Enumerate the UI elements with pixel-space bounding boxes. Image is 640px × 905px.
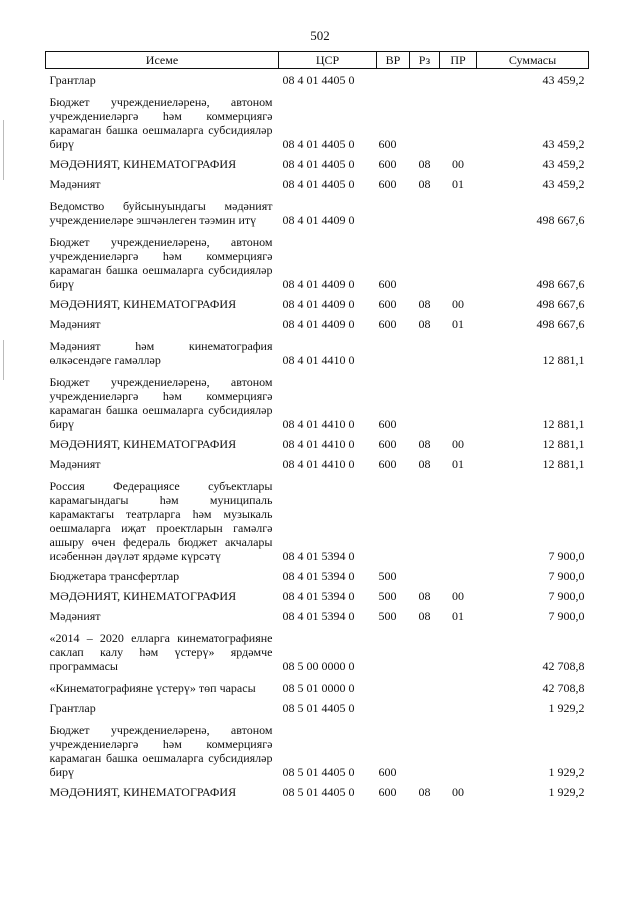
cell-sum: 498 667,6	[536, 277, 585, 291]
cell-vr	[377, 69, 410, 90]
cell-rz	[410, 369, 440, 433]
cell-pr: 00	[452, 437, 464, 451]
cell-csr: 08 4 01 4405 0	[282, 157, 355, 171]
cell-rz	[410, 473, 440, 565]
budget-table	[45, 51, 589, 801]
cell-name: Россия Федерациясе субъектлары карамагындагы һәм муниципаль карамактагы театрларга һәм музыкаль оешмаларга иҗат проектларын гамәлгә ашыру өчен федераль бюджет акчалары исәбеннән дәүләт ярдәме күрсәтү	[49, 479, 273, 563]
cell-sum: 7 900,0	[548, 589, 585, 603]
table-row	[46, 193, 589, 229]
header-pr: ПР	[440, 52, 477, 69]
cell-pr	[440, 625, 477, 675]
cell-name: Грантлар	[49, 701, 96, 715]
header-vr: ВР	[377, 52, 410, 69]
cell-sum: 498 667,6	[536, 297, 585, 311]
cell-sum: 7 900,0	[548, 609, 585, 623]
cell-name: Бюджет учреждениеләренә, автоном учреждениеләргә һәм коммерциягә карамаган башка оешмаларга субсидияләр бирү	[49, 723, 273, 779]
cell-csr: 08 4 01 4410 0	[282, 417, 355, 431]
cell-vr: 600	[378, 317, 397, 331]
cell-rz: 08	[418, 297, 431, 311]
cell-name: МӘДӘНИЯТ, КИНЕМАТОГРАФИЯ	[49, 297, 237, 311]
cell-name: Мәдәният	[49, 609, 101, 623]
cell-pr	[440, 69, 477, 90]
cell-pr	[440, 89, 477, 153]
table-row	[46, 153, 589, 173]
table-row	[46, 605, 589, 625]
table-row	[46, 585, 589, 605]
cell-rz	[410, 89, 440, 153]
cell-vr: 600	[378, 785, 397, 799]
cell-sum: 43 459,2	[542, 137, 585, 151]
table-row	[46, 565, 589, 585]
cell-vr: 600	[378, 177, 397, 191]
cell-csr: 08 4 01 4410 0	[282, 437, 355, 451]
cell-vr: 600	[378, 137, 397, 151]
header-rz: Рз	[410, 52, 440, 69]
cell-name: Мәдәният	[49, 317, 101, 331]
table-row	[46, 173, 589, 193]
cell-rz: 08	[418, 589, 431, 603]
cell-name: МӘДӘНИЯТ, КИНЕМАТОГРАФИЯ	[49, 785, 237, 799]
cell-sum: 1 929,2	[548, 701, 585, 715]
cell-pr	[440, 193, 477, 229]
cell-sum: 1 929,2	[548, 765, 585, 779]
cell-csr: 08 5 01 4405 0	[282, 785, 355, 799]
cell-name: Мәдәният	[49, 177, 101, 191]
cell-pr	[440, 717, 477, 781]
cell-pr: 00	[452, 785, 464, 799]
cell-rz: 08	[418, 609, 431, 623]
cell-rz	[410, 717, 440, 781]
table-row	[46, 69, 589, 90]
cell-pr: 01	[452, 317, 464, 331]
cell-rz: 08	[418, 785, 431, 799]
cell-pr	[440, 697, 477, 717]
cell-sum: 498 667,6	[536, 213, 585, 227]
cell-vr: 600	[378, 157, 397, 171]
cell-vr: 600	[378, 457, 397, 471]
scan-artifact	[3, 340, 4, 380]
cell-csr: 08 4 01 4409 0	[282, 213, 355, 227]
cell-pr: 01	[452, 609, 464, 623]
cell-pr	[440, 565, 477, 585]
table-row	[46, 675, 589, 697]
cell-csr: 08 5 01 4405 0	[282, 765, 355, 779]
cell-name: Мәдәният	[49, 457, 101, 471]
table-row	[46, 473, 589, 565]
cell-rz: 08	[418, 437, 431, 451]
cell-sum: 12 881,1	[542, 417, 585, 431]
table-row	[46, 453, 589, 473]
cell-sum: 12 881,1	[542, 437, 585, 451]
table-row	[46, 717, 589, 781]
cell-vr: 500	[378, 609, 397, 623]
cell-pr	[440, 473, 477, 565]
cell-vr	[377, 193, 410, 229]
cell-csr: 08 4 01 4409 0	[282, 277, 355, 291]
cell-csr: 08 5 00 0000 0	[282, 659, 355, 673]
table-row	[46, 697, 589, 717]
scan-artifact	[3, 120, 4, 180]
cell-pr: 01	[452, 177, 464, 191]
cell-pr: 01	[452, 457, 464, 471]
cell-vr: 600	[378, 437, 397, 451]
cell-pr	[440, 675, 477, 697]
cell-pr: 00	[452, 297, 464, 311]
cell-vr: 500	[378, 569, 397, 583]
table-row	[46, 89, 589, 153]
cell-rz: 08	[418, 317, 431, 331]
cell-sum: 42 708,8	[542, 681, 585, 695]
cell-csr: 08 5 01 4405 0	[282, 701, 355, 715]
cell-csr: 08 4 01 4405 0	[282, 73, 355, 87]
table-row	[46, 433, 589, 453]
cell-rz	[410, 565, 440, 585]
cell-csr: 08 4 01 4405 0	[282, 137, 355, 151]
cell-pr: 00	[452, 589, 464, 603]
table-row	[46, 625, 589, 675]
cell-vr	[377, 625, 410, 675]
cell-name: «Кинематографияне үстерү» төп чарасы	[49, 681, 256, 695]
cell-name: Грантлар	[49, 73, 96, 87]
table-row	[46, 293, 589, 313]
cell-csr: 08 4 01 5394 0	[282, 589, 355, 603]
table-row	[46, 333, 589, 369]
table-header-row	[46, 52, 589, 69]
cell-name: МӘДӘНИЯТ, КИНЕМАТОГРАФИЯ	[49, 437, 237, 451]
cell-sum: 43 459,2	[542, 157, 585, 171]
header-sum: Суммасы	[477, 52, 589, 69]
cell-csr: 08 5 01 0000 0	[282, 681, 355, 695]
cell-rz	[410, 625, 440, 675]
table-row	[46, 229, 589, 293]
page-number: 502	[310, 28, 330, 43]
cell-rz	[410, 69, 440, 90]
cell-rz	[410, 333, 440, 369]
cell-pr	[440, 229, 477, 293]
table-row	[46, 313, 589, 333]
cell-rz: 08	[418, 177, 431, 191]
cell-pr	[440, 333, 477, 369]
cell-rz	[410, 697, 440, 717]
cell-vr	[377, 697, 410, 717]
cell-sum: 498 667,6	[536, 317, 585, 331]
cell-name: Ведомство буйсынуындагы мәдәният учреждениеләре эшчәнлеген тәэмин итү	[49, 199, 273, 227]
cell-rz	[410, 675, 440, 697]
cell-csr: 08 4 01 5394 0	[282, 549, 355, 563]
cell-vr: 600	[378, 417, 397, 431]
cell-sum: 1 929,2	[548, 785, 585, 799]
cell-name: МӘДӘНИЯТ, КИНЕМАТОГРАФИЯ	[49, 157, 237, 171]
header-name: Исеме	[46, 52, 279, 69]
cell-name: Мәдәният һәм кинематография өлкәсендәге гамәлләр	[49, 339, 273, 367]
cell-sum: 12 881,1	[542, 353, 585, 367]
cell-rz	[410, 193, 440, 229]
cell-sum: 43 459,2	[542, 73, 585, 87]
cell-vr: 500	[378, 589, 397, 603]
cell-vr	[377, 333, 410, 369]
cell-csr: 08 4 01 5394 0	[282, 569, 355, 583]
cell-name: Бюджет учреждениеләренә, автоном учреждениеләргә һәм коммерциягә карамаган башка оешмаларга субсидияләр бирү	[49, 375, 273, 431]
cell-name: Бюджет учреждениеләренә, автоном учреждениеләргә һәм коммерциягә карамаган башка оешмаларга субсидияләр бирү	[49, 235, 273, 291]
cell-sum: 43 459,2	[542, 177, 585, 191]
cell-vr	[377, 675, 410, 697]
cell-vr	[377, 473, 410, 565]
cell-sum: 7 900,0	[548, 569, 585, 583]
cell-vr: 600	[378, 765, 397, 779]
cell-sum: 42 708,8	[542, 659, 585, 673]
cell-name: «2014 – 2020 елларга кинематографияне саклап калу һәм үстерү» ярдәмче программасы	[49, 631, 273, 673]
header-csr: ЦСР	[279, 52, 377, 69]
cell-name: Бюджет учреждениеләренә, автоном учреждениеләргә һәм коммерциягә карамаган башка оешмаларга субсидияләр бирү	[49, 95, 273, 151]
cell-pr	[440, 369, 477, 433]
cell-name: Бюджетара трансфертлар	[49, 569, 180, 583]
cell-rz	[410, 229, 440, 293]
cell-rz: 08	[418, 157, 431, 171]
cell-csr: 08 4 01 4405 0	[282, 177, 355, 191]
cell-sum: 12 881,1	[542, 457, 585, 471]
cell-pr: 00	[452, 157, 464, 171]
cell-rz: 08	[418, 457, 431, 471]
table-row	[46, 781, 589, 801]
cell-csr: 08 4 01 5394 0	[282, 609, 355, 623]
table-row	[46, 369, 589, 433]
cell-vr: 600	[378, 297, 397, 311]
cell-sum: 7 900,0	[548, 549, 585, 563]
cell-name: МӘДӘНИЯТ, КИНЕМАТОГРАФИЯ	[49, 589, 237, 603]
cell-csr: 08 4 01 4409 0	[282, 317, 355, 331]
cell-csr: 08 4 01 4409 0	[282, 297, 355, 311]
cell-csr: 08 4 01 4410 0	[282, 457, 355, 471]
cell-vr: 600	[378, 277, 397, 291]
cell-csr: 08 4 01 4410 0	[282, 353, 355, 367]
